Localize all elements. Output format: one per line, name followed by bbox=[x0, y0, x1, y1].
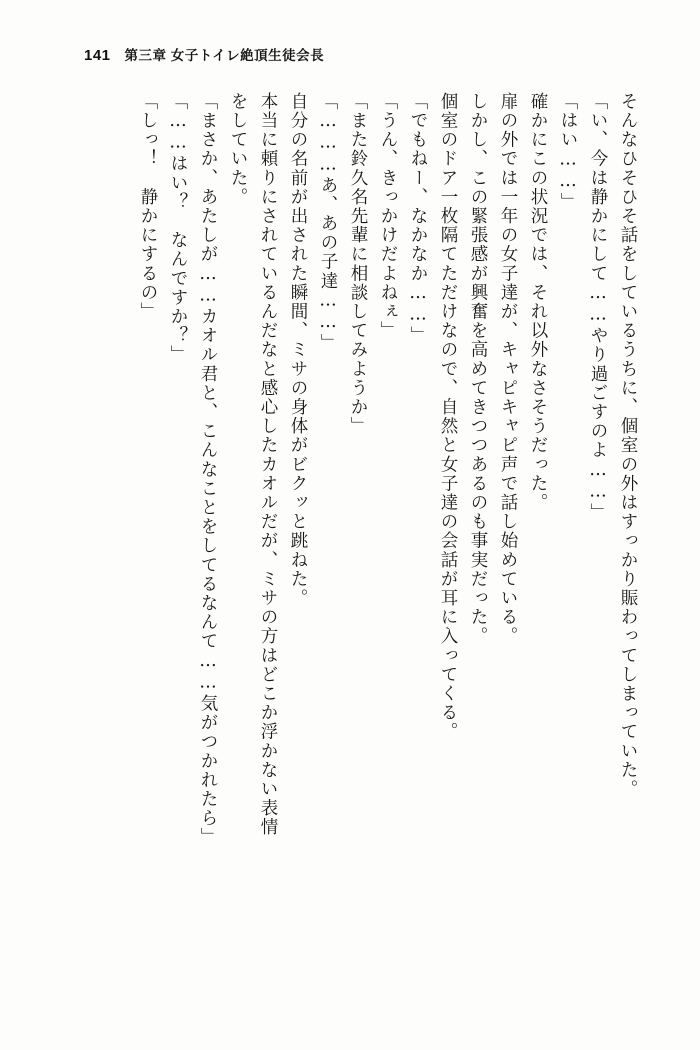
text-line: 「はい……」 bbox=[558, 92, 578, 212]
text-line: 「い、今は静かにして……やり過ごすのよ……」 bbox=[588, 92, 608, 523]
text-line: をしていた。 bbox=[228, 92, 248, 207]
text-line: 個室のドア一枚隔てただけなので、自然と女子達の会話が耳に入ってくる。 bbox=[438, 92, 458, 742]
text-line: 確かにこの状況では、それ以外なさそうだった。 bbox=[528, 92, 548, 513]
text-line: 扉の外では一年の女子達が、キャピキャピ声で話し始めている。 bbox=[498, 92, 518, 646]
chapter-title: 第三章 女子トイレ絶頂生徒会長 bbox=[124, 48, 325, 63]
text-line: そんなひそひそ話をしているうちに、個室の外はすっかり賑わってしまっていた。 bbox=[618, 92, 638, 799]
page-header bbox=[0, 44, 700, 68]
text-line: 「………あ、あの子達……」 bbox=[318, 92, 338, 353]
text-line: しかし、この緊張感が興奮を高めてきつつあるのも事実だった。 bbox=[468, 92, 488, 646]
text-line: 「しっ！ 静かにするの」 bbox=[138, 92, 158, 322]
text-line: 本当に頼りにされているんだなと感心したカオルだが、ミサの方はどこか浮かない表情 bbox=[258, 92, 278, 837]
page-number: 141 bbox=[84, 47, 111, 64]
text-line: 「また鈴久名先輩に相談してみようか」 bbox=[348, 92, 368, 436]
vertical-text-body bbox=[70, 92, 636, 1012]
text-line: 「まさか、あたしが……カオル君と、こんなことをしてるなんて……気がつかれたら」 bbox=[198, 92, 218, 847]
text-line: 自分の名前が出された瞬間、ミサの身体がビクッと跳ねた。 bbox=[288, 92, 308, 608]
text-line: 「でもねー、なかなか……」 bbox=[408, 92, 428, 346]
text-line: 「うん、きっかけだよねぇ」 bbox=[378, 92, 398, 341]
text-line: 「……はい？ なんですか？」 bbox=[168, 92, 188, 365]
